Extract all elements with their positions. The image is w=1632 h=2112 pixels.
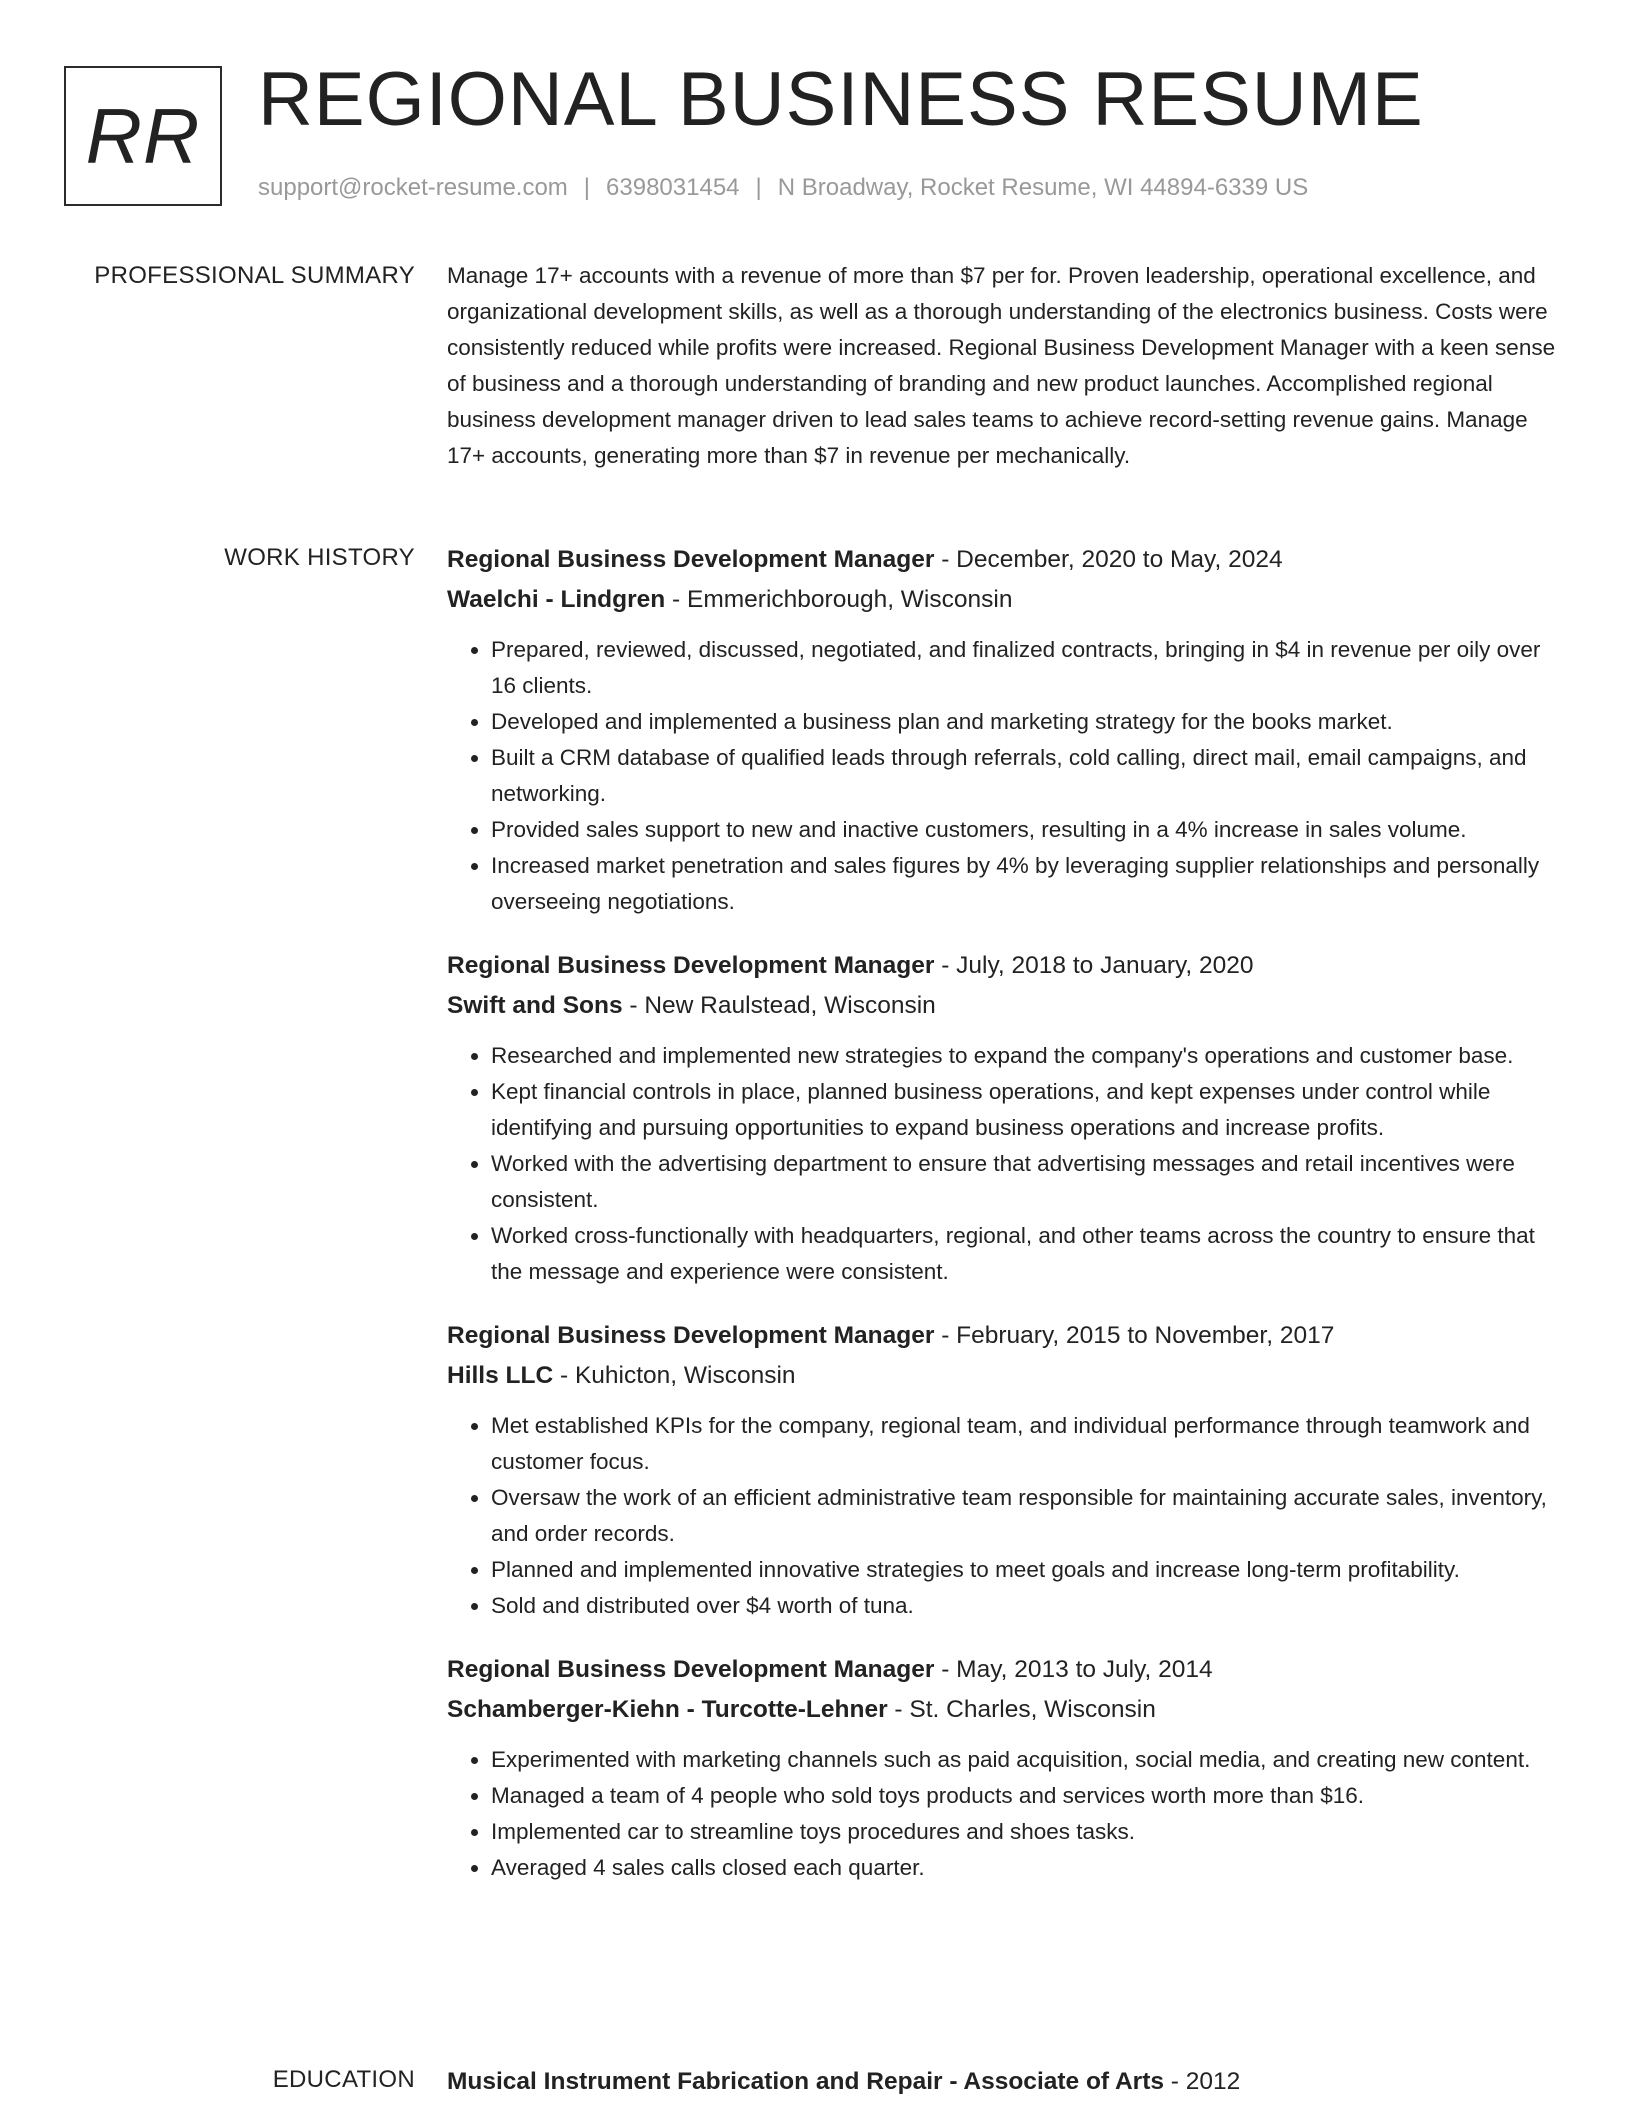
job-entry (447, 540, 1567, 920)
education-year: - 2012 (1164, 2068, 1241, 2095)
job-bullet: • Developed and implemented a business plan and marketing strategy for the books market. (491, 704, 1567, 740)
job-bullet: • Researched and implemented new strategies to expand the company's operations and customer base. (491, 1038, 1567, 1074)
job-company: Swift and Sons (447, 992, 623, 1019)
job-dates: - February, 2015 to November, 2017 (934, 1322, 1335, 1349)
job-company-line (447, 1356, 1567, 1396)
resume-name: REGIONAL BUSINESS RESUME (258, 57, 1424, 142)
job-bullets (447, 1742, 1567, 1886)
job-company: Schamberger-Kiehn - Turcotte-Lehner (447, 1696, 888, 1723)
job-bullet: • Managed a team of 4 people who sold toys products and services worth more than $16. (491, 1778, 1567, 1814)
contact-address: N Broadway, Rocket Resume, WI 44894-6339 US (777, 174, 1309, 201)
summary-paragraph: Manage 17+ accounts with a revenue of more than $7 per for. Proven leadership, operational excellence, and organizational development skills, as well as a thorough understanding of the electronics business. Costs were consistently reduced while profits were increased. Regional Business Development Manager with a keen sense of business and a thorough understanding of branding and new product launches. Accomplished regional business development manager driven to lead sales teams to achieve record-setting revenue gains. Manage 17+ accounts, generating more than $7 in revenue per mechanically. (447, 263, 1556, 468)
job-title-line (447, 1316, 1567, 1356)
job-entry (447, 1650, 1567, 1886)
job-bullet: • Provided sales support to new and inactive customers, resulting in a 4% increase in sales volume. (491, 812, 1567, 848)
job-bullet: • Kept financial controls in place, planned business operations, and kept expenses under control while identifying and pursuing opportunities to expand business operations and increase profits. (491, 1074, 1567, 1146)
job-title-line (447, 946, 1567, 986)
job-bullets (447, 1038, 1567, 1290)
job-bullet: • Oversaw the work of an efficient administrative team responsible for maintaining accurate sales, inventory, and order records. (491, 1480, 1567, 1552)
contact-email: support@rocket-resume.com (258, 174, 568, 201)
job-bullet: • Implemented car to streamline toys procedures and shoes tasks. (491, 1814, 1567, 1850)
job-bullet: • Worked cross-functionally with headquarters, regional, and other teams across the country to ensure that the message and experience were consistent. (491, 1218, 1567, 1290)
section-heading: WORK HISTORY (224, 544, 415, 571)
job-bullet: • Sold and distributed over $4 worth of tuna. (491, 1588, 1567, 1624)
job-company-line (447, 580, 1567, 620)
job-location: - Emmerichborough, Wisconsin (665, 586, 1013, 613)
job-company: Waelchi - Lindgren (447, 586, 666, 613)
job-location: - Kuhicton, Wisconsin (553, 1362, 796, 1389)
job-company-line (447, 986, 1567, 1026)
job-bullet: • Built a CRM database of qualified leads through referrals, cold calling, direct mail, email campaigns, and networking. (491, 740, 1567, 812)
job-location: - New Raulstead, Wisconsin (622, 992, 936, 1019)
section-heading: EDUCATION (272, 2066, 415, 2093)
job-company: Hills LLC (447, 1362, 554, 1389)
job-dates: - May, 2013 to July, 2014 (934, 1656, 1213, 1683)
job-title-line (447, 1650, 1567, 1690)
contact-phone: 6398031454 (606, 174, 740, 201)
monogram-badge (64, 66, 222, 206)
job-title: Regional Business Development Manager (447, 1656, 935, 1683)
job-bullet: • Averaged 4 sales calls closed each quarter. (491, 1850, 1567, 1886)
job-company-line (447, 1690, 1567, 1730)
job-bullet: • Planned and implemented innovative strategies to meet goals and increase long-term profitability. (491, 1552, 1567, 1588)
contact-separator: | (755, 174, 762, 201)
job-bullet: • Worked with the advertising department to ensure that advertising messages and retail incentives were consistent. (491, 1146, 1567, 1218)
education-entry (447, 2062, 1567, 2102)
job-bullets (447, 1408, 1567, 1624)
job-dates: - December, 2020 to May, 2024 (934, 546, 1283, 573)
jobs-list (447, 540, 1567, 1912)
monogram-initials: RR (85, 91, 201, 180)
job-title-line (447, 540, 1567, 580)
job-entry (447, 946, 1567, 1290)
section-heading: PROFESSIONAL SUMMARY (94, 262, 415, 289)
job-title: Regional Business Development Manager (447, 546, 935, 573)
contact-separator: | (583, 174, 591, 201)
contact-line (258, 174, 1308, 202)
job-entry (447, 1316, 1567, 1624)
education-degree: Musical Instrument Fabrication and Repair - Associate of Arts (447, 2068, 1164, 2095)
job-dates: - July, 2018 to January, 2020 (934, 952, 1254, 979)
job-title: Regional Business Development Manager (447, 952, 935, 979)
job-bullet: • Experimented with marketing channels such as paid acquisition, social media, and creating new content. (491, 1742, 1567, 1778)
job-bullet: • Increased market penetration and sales figures by 4% by leveraging supplier relationships and personally overseeing negotiations. (491, 848, 1567, 920)
job-title: Regional Business Development Manager (447, 1322, 935, 1349)
job-location: - St. Charles, Wisconsin (887, 1696, 1156, 1723)
job-bullet: • Met established KPIs for the company, regional team, and individual performance through teamwork and customer focus. (491, 1408, 1567, 1480)
job-bullets (447, 632, 1567, 920)
job-bullet: • Prepared, reviewed, discussed, negotiated, and finalized contracts, bringing in $4 in revenue per oily over 16 clients. (491, 632, 1567, 704)
